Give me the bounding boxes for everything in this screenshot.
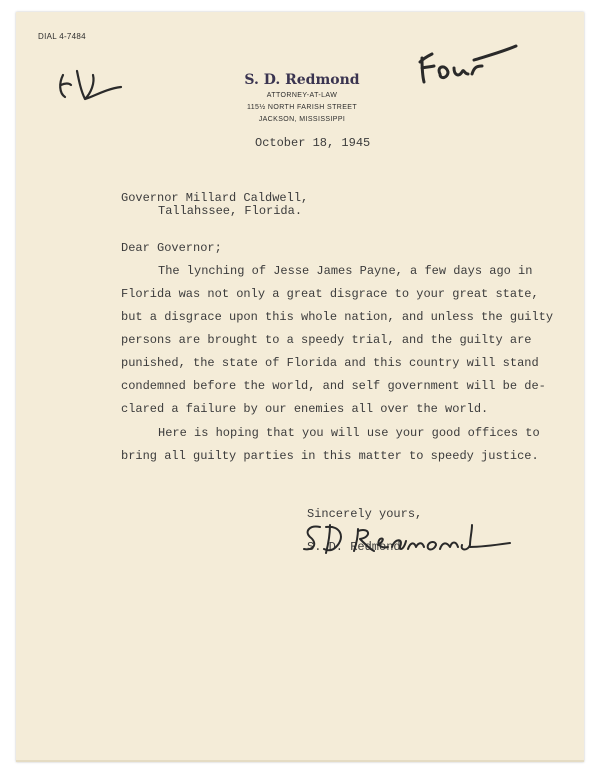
letter-date: October 18, 1945 xyxy=(255,136,371,150)
recipient-name: Governor Millard Caldwell, xyxy=(121,191,309,205)
body-line: but a disgrace upon this whole nation, and unless the guilty xyxy=(121,310,554,324)
body-line: clared a failure by our enemies all over the world. xyxy=(121,402,489,416)
closing: Sincerely yours, xyxy=(307,507,423,521)
letterhead-title: ATTORNEY-AT-LAW xyxy=(266,92,338,99)
four-handwritten-note xyxy=(412,40,522,95)
body-line: persons are brought to a speedy trial, and the guilty are xyxy=(121,333,532,347)
body-line: condemned before the world, and self government will be de- xyxy=(121,379,546,393)
body-line: The lynching of Jesse James Payne, a few days ago in xyxy=(158,264,533,278)
letterhead-city: JACKSON, MISSISSIPPI xyxy=(258,116,346,123)
body-line: Here is hoping that you will use your good offices to xyxy=(158,426,540,440)
salutation: Dear Governor; xyxy=(121,241,222,255)
letterhead-phone: DIAL 4-7484 xyxy=(38,32,86,41)
typed-signature: S. D. Redmond xyxy=(307,540,401,554)
paper-edge xyxy=(16,760,584,762)
signature-icon xyxy=(300,519,515,564)
letterhead-street: 115½ NORTH FARISH STREET xyxy=(246,104,358,111)
recipient-address: Tallahssee, Florida. xyxy=(158,204,303,218)
initial-scribble-icon xyxy=(55,65,125,115)
body-line: bring all guilty parties in this matter to speedy justice. xyxy=(121,449,539,463)
body-line: Florida was not only a great disgrace to your great state, xyxy=(121,287,539,301)
letterhead-name: S. D. Redmond xyxy=(244,72,360,88)
body-line: punished, the state of Florida and this country will stand xyxy=(121,356,539,370)
